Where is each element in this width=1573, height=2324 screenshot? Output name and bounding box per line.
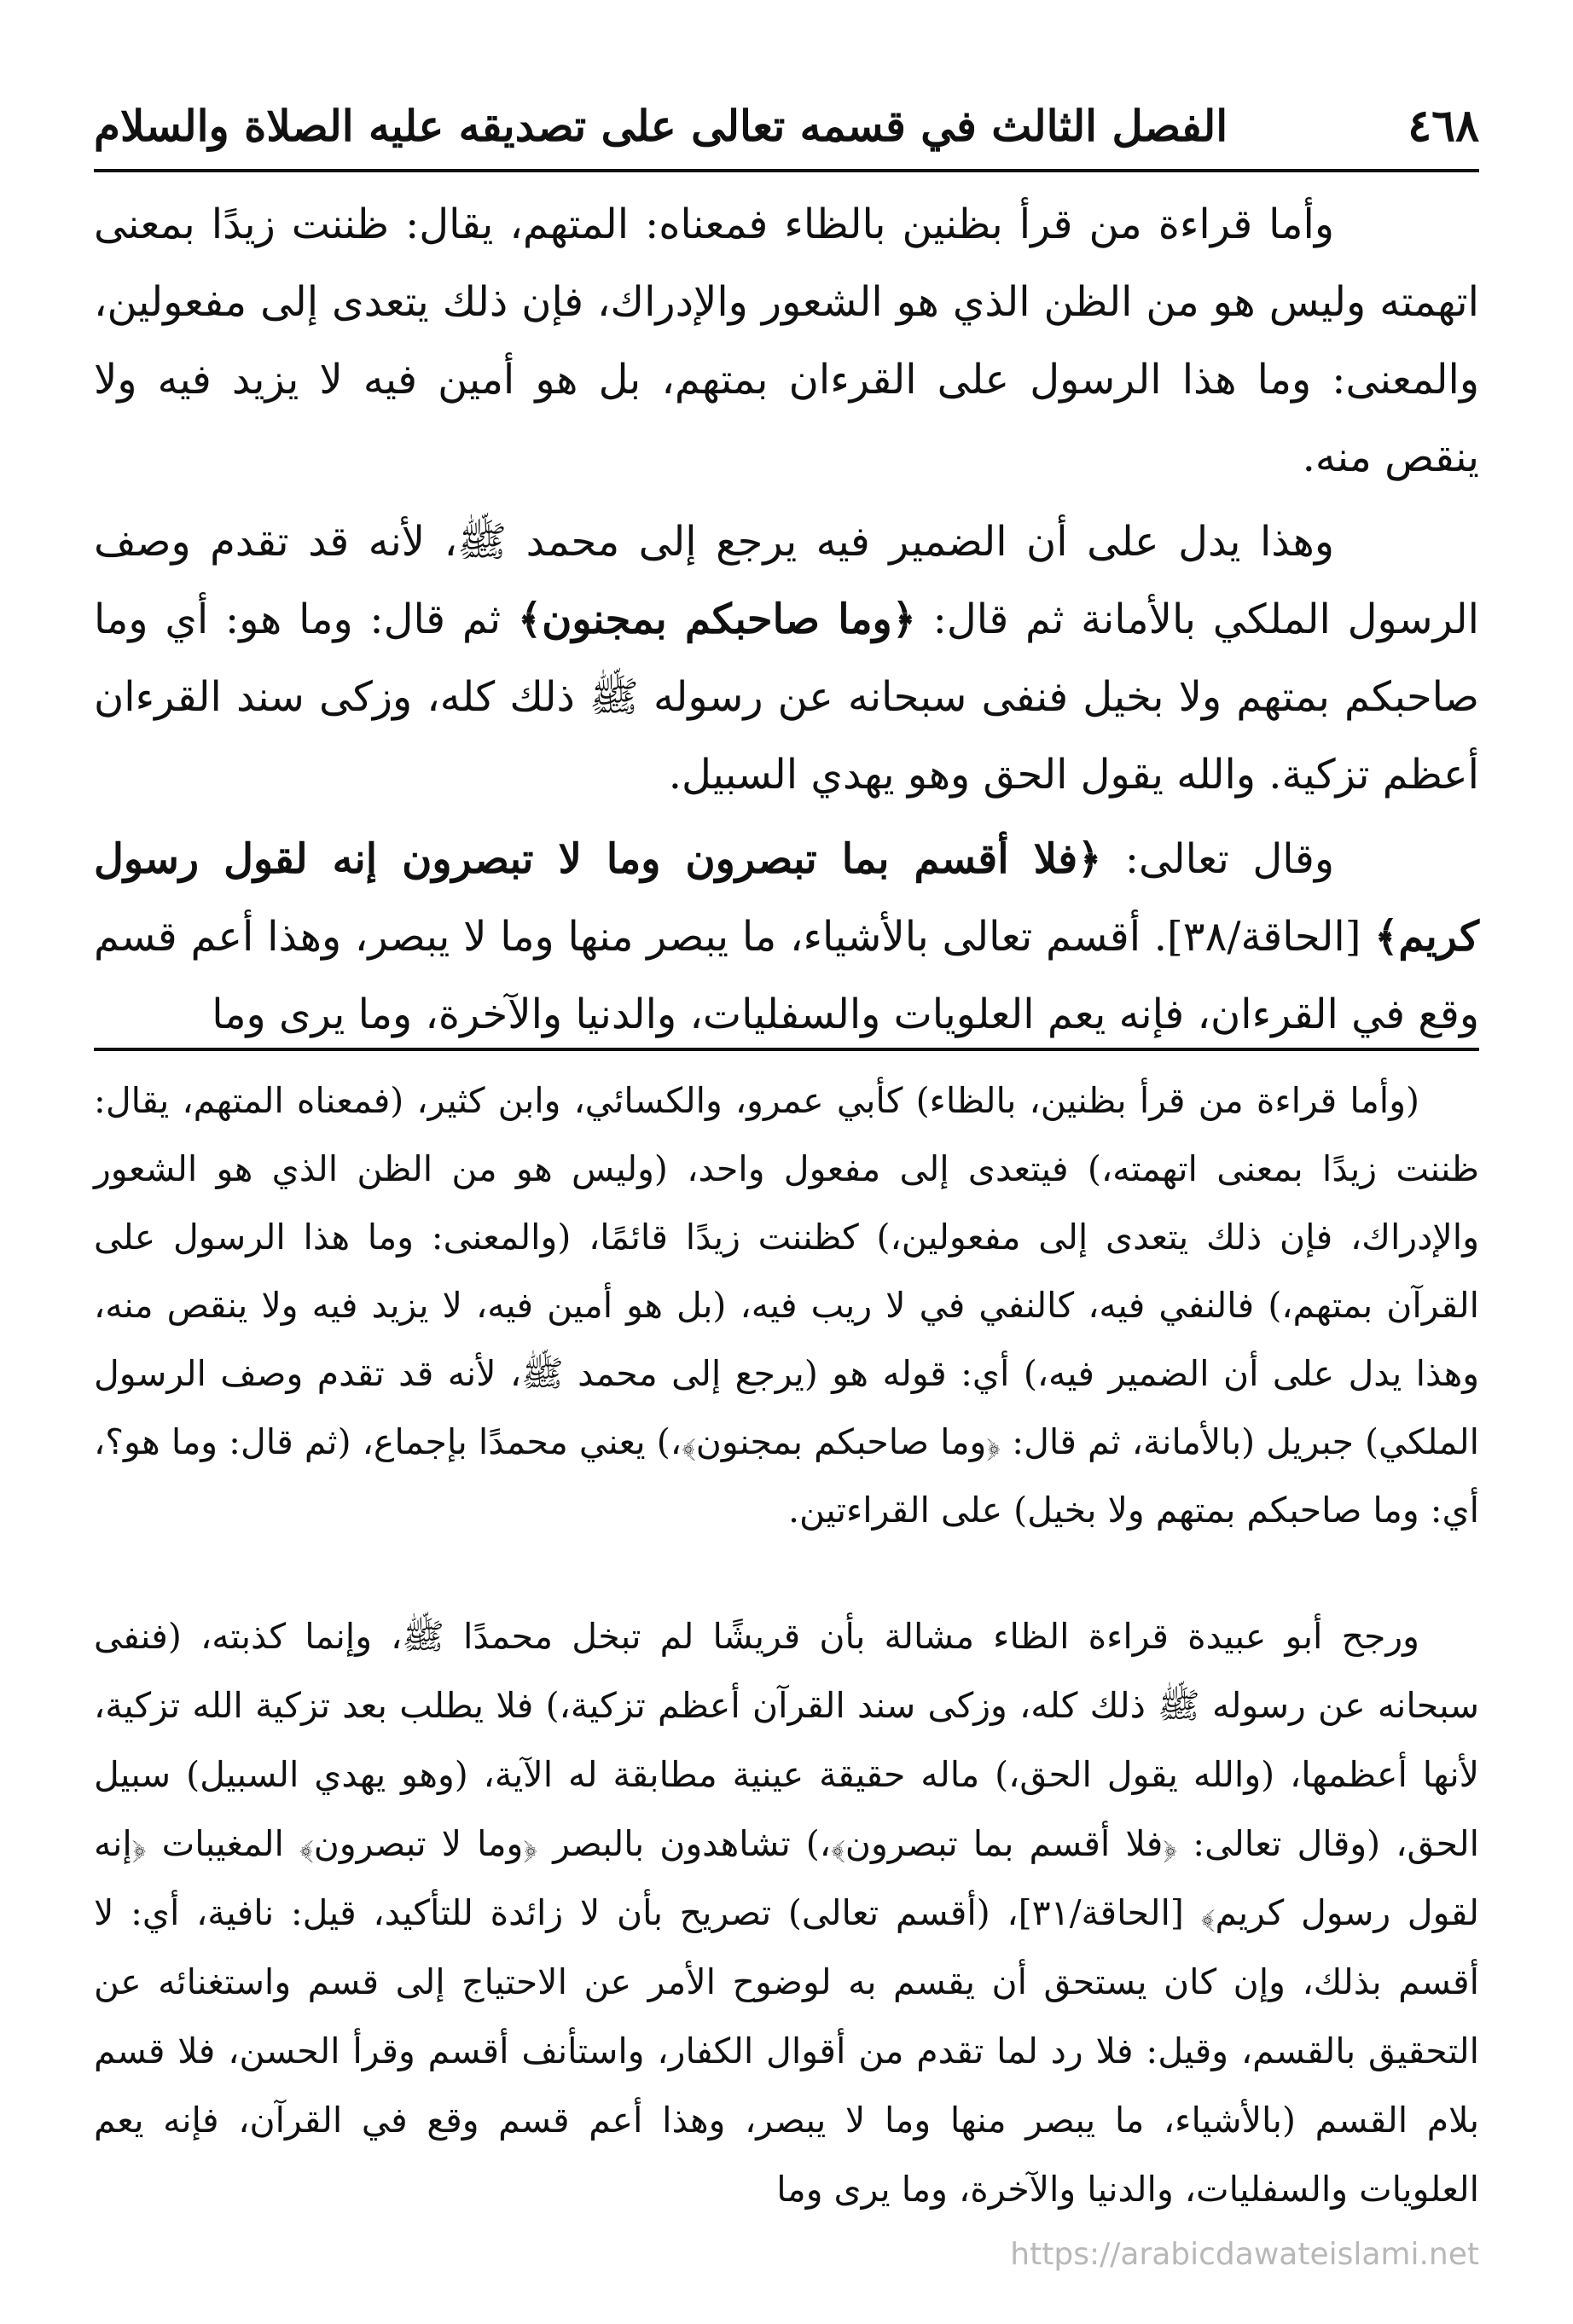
main-paragraph-text: ثم قال: وما هو: أي وما صاحبكم بمتهم ولا بخيل فنفى سبحانه عن رسوله ﷺ ذلك كله، وزكى سند القرءان أعظم تزكية. والله يقول الحق وهو يهدي السبيل. — [94, 596, 1479, 799]
main-paragraph-text: وقال تعالى: — [1101, 835, 1334, 883]
watermark-url: https://arabicdawateislami.net — [1010, 2237, 1479, 2272]
page-header — [94, 92, 1479, 160]
main-paragraph — [94, 821, 1479, 1054]
commentary-divider — [94, 1048, 1479, 1051]
running-title: الفصل الثالث في قسمه تعالى على تصديقه عليه الصلاة والسلام — [94, 101, 1228, 151]
main-paragraph — [94, 186, 1479, 497]
main-paragraph-text: [الحاقة/٣٨]. أقسم تعالى بالأشياء، ما يبصر منها وما لا يبصر، وهذا أعم قسم وقع في القرءان، فإنه يعم العلويات والسفليات، والدنيا والآخرة، وما يرى وما — [94, 913, 1479, 1038]
main-paragraph-text: وأما قراءة من قرأ بظنين بالظاء فمعناه: المتهم، يقال: ظننت زيدًا بمعنى اتهمته وليس هو من الظن الذي هو الشعور والإدراك، فإن ذلك يتعدى إلى مفعولين، والمعنى: وما هذا الرسول على القرءان بمتهم، بل هو أمين فيه لا يزيد فيه ولا ينقص منه. — [94, 200, 1479, 481]
main-paragraph-text: وهذا يدل على أن الضمير فيه يرجع إلى محمد ﷺ، لأنه قد تقدم وصف الرسول الملكي بالأمانة ثم قال: — [94, 518, 1480, 643]
header-rule — [94, 169, 1479, 172]
page-number: ٤٦٨ — [1408, 100, 1479, 152]
commentary-paragraph: ورجح أبو عبيدة قراءة الظاء مشالة بأن قريشًا لم تبخل محمدًا ﷺ، وإنما كذبته، (فنفى سبحانه عن رسوله ﷺ ذلك كله، وزكى سند القرآن أعظم تزكية،) فلا يطلب بعد تزكية الله تزكية، لأنها أعظمها، (والله يقول الحق،) ماله حقيقة عينية مطابقة له الآية، (وهو يهدي السبيل) سبيل الحق، (وقال تعالى: ﴿فلا أقسم بما تبصرون﴾،) تشاهدون بالبصر ﴿وما لا تبصرون﴾ المغيبات ﴿إنه لقول رسول كريم﴾ [الحاقة/٣١]، (أقسم تعالى) تصريح بأن لا زائدة للتأكيد، قيل: نافية، أي: لا أقسم بذلك، وإن كان يستحق أن يقسم به لوضوح الأمر عن الاحتياج إلى قسم واستغنائه عن التحقيق بالقسم، وقيل: فلا رد لما تقدم من أقوال الكفار، واستأنف أقسم وقرأ الحسن، فلا قسم بلام القسم (بالأشياء، ما يبصر منها وما لا يبصر، وهذا أعم قسم وقع في القرآن، فإنه يعم العلويات والسفليات، والدنيا والآخرة، وما يرى وما — [94, 1616, 1480, 2210]
commentary-block — [94, 1066, 1479, 1544]
quran-quote: ﴿وما صاحبكم بمجنون﴾ — [517, 596, 916, 643]
commentary-paragraph: (وأما قراءة من قرأ بظنين، بالظاء) كأبي عمرو، والكسائي، وابن كثير، (فمعناه المتهم، يقال: ظننت زيدًا بمعنى اتهمته،) فيتعدى إلى مفعول واحد، (وليس هو من الظن الذي هو الشعور والإدراك، فإن ذلك يتعدى إلى مفعولين،) كظننت زيدًا قائمًا، (والمعنى: وما هذا الرسول على القرآن بمتهم،) فالنفي فيه، كالنفي في لا ريب فيه، (بل هو أمين فيه، لا يزيد فيه ولا ينقص منه، وهذا يدل على أن الضمير فيه،) أي: قوله هو (يرجع إلى محمد ﷺ، لأنه قد تقدم وصف الرسول الملكي) جبريل (بالأمانة، ثم قال: ﴿وما صاحبكم بمجنون﴾،) يعني محمدًا بإجماع، (ثم قال: وما هو؟، أي: وما صاحبكم بمتهم ولا بخيل) على القراءتين. — [94, 1080, 1479, 1531]
main-text — [94, 186, 1479, 1060]
commentary-block — [94, 1602, 1479, 2224]
quran-quote: ﴿فلا أقسم بما تبصرون وما لا تبصرون إنه لقول رسول كريم﴾ — [94, 835, 1480, 961]
main-paragraph — [94, 503, 1479, 814]
